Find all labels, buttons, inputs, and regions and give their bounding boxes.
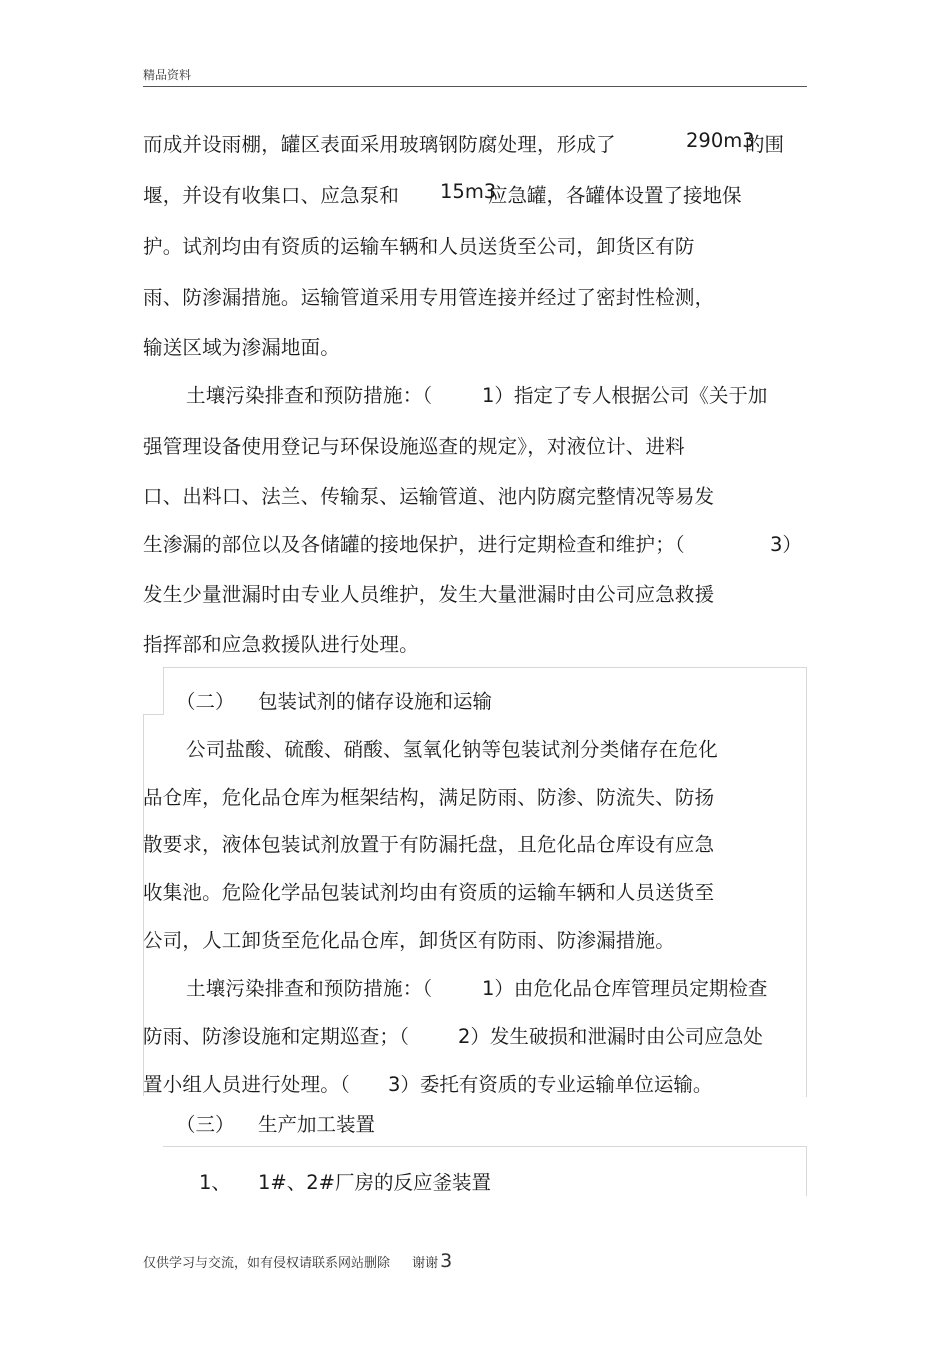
paragraph-line (143, 1069, 350, 1097)
quantity-value: 15m3 (440, 180, 497, 203)
section-title: 生产加工装置 (258, 1113, 376, 1136)
text-segment: 的围 (745, 133, 785, 156)
paragraph-line: 强管理设备使用登记与环保设施巡查的规定》，对液位计、进料 (143, 435, 685, 458)
frame-top-edge (163, 1146, 807, 1147)
frame-left-edge (163, 667, 164, 715)
frame-top-edge (163, 667, 807, 668)
paragraph-line (143, 180, 399, 208)
text-segment: 土壤污染排查和预防措施：（ (186, 384, 433, 407)
quantity-value: 290m3 (686, 129, 755, 152)
text-segment: 3）委托有资质的专业运输单位运输。 (388, 1073, 713, 1096)
paragraph-line (143, 1021, 409, 1049)
paragraph-line (143, 529, 685, 557)
paragraph-line (186, 380, 432, 408)
frame-right-edge (806, 1146, 807, 1196)
text-segment: 置小组人员进行处理。（ (143, 1073, 350, 1096)
text-segment: 防雨、防渗设施和定期巡查；（ (143, 1025, 410, 1048)
section-title: 包装试剂的储存设施和运输 (258, 690, 493, 713)
text-segment: 3） (770, 533, 802, 556)
page-number: 3 (440, 1250, 453, 1272)
text-segment: 生渗漏的部位以及各储罐的接地保护，进行定期检查和维护；（ (143, 533, 685, 556)
text-segment: 堰，并设有收集口、应急泵和 (143, 184, 400, 207)
section-number: （二） (176, 690, 235, 713)
footer-thanks: 谢谢 (412, 1256, 439, 1271)
paragraph-line (186, 973, 432, 1001)
paragraph-line: 雨、防渗漏措施。运输管道采用专用管连接并经过了密封性检测， (143, 286, 715, 309)
frame-right-edge (806, 667, 807, 1097)
paragraph-line: 品仓库，危化品仓库为框架结构，满足防雨、防渗、防流失、防扬 (143, 786, 715, 809)
paragraph-line: 收集池。危险化学品包装试剂均由有资质的运输车辆和人员送货至 (143, 881, 715, 904)
text-segment: 而成并设雨棚，罐区表面采用玻璃钢防腐处理，形成了 (143, 133, 616, 156)
paragraph-line: 公司盐酸、硫酸、硝酸、氢氧化钠等包装试剂分类储存在危化 (186, 738, 718, 761)
text-segment: 土壤污染排查和预防措施：（ (186, 977, 433, 1000)
header-rule (143, 86, 807, 87)
paragraph-line: 指挥部和应急救援队进行处理。 (143, 633, 419, 656)
paragraph-line (143, 129, 616, 157)
paragraph-line: 散要求，液体包装试剂放置于有防漏托盘，且危化品仓库设有应急 (143, 833, 715, 856)
subsection-number: 1、 (199, 1171, 231, 1194)
paragraph-line: 公司，人工卸货至危化品仓库，卸货区有防雨、防渗漏措施。 (143, 929, 675, 952)
subsection-title: 1#、2#厂房的反应釜装置 (258, 1171, 491, 1194)
paragraph-line: 口、出料口、法兰、传输泵、运输管道、池内防腐完整情况等易发 (143, 485, 715, 508)
paragraph-line: 护。试剂均由有资质的运输车辆和人员送货至公司，卸货区有防 (143, 235, 695, 258)
paragraph-line: 输送区域为渗漏地面。 (143, 336, 341, 359)
text-segment: 1）由危化品仓库管理员定期检查 (482, 977, 768, 1000)
frame-notch-edge (143, 714, 164, 715)
paragraph-line: 发生少量泄漏时由专业人员维护，发生大量泄漏时由公司应急救援 (143, 583, 715, 606)
footer-note: 仅供学习与交流，如有侵权请联系网站删除 (143, 1256, 391, 1271)
text-segment: 2）发生破损和泄漏时由公司应急处 (458, 1025, 763, 1048)
page-footer (143, 1250, 452, 1272)
page-header: 精品资料 (143, 68, 192, 82)
text-segment: 应急罐，各罐体设置了接地保 (488, 184, 742, 207)
section-number: （三） (176, 1113, 235, 1136)
text-segment: 1）指定了专人根据公司《关于加 (482, 384, 768, 407)
